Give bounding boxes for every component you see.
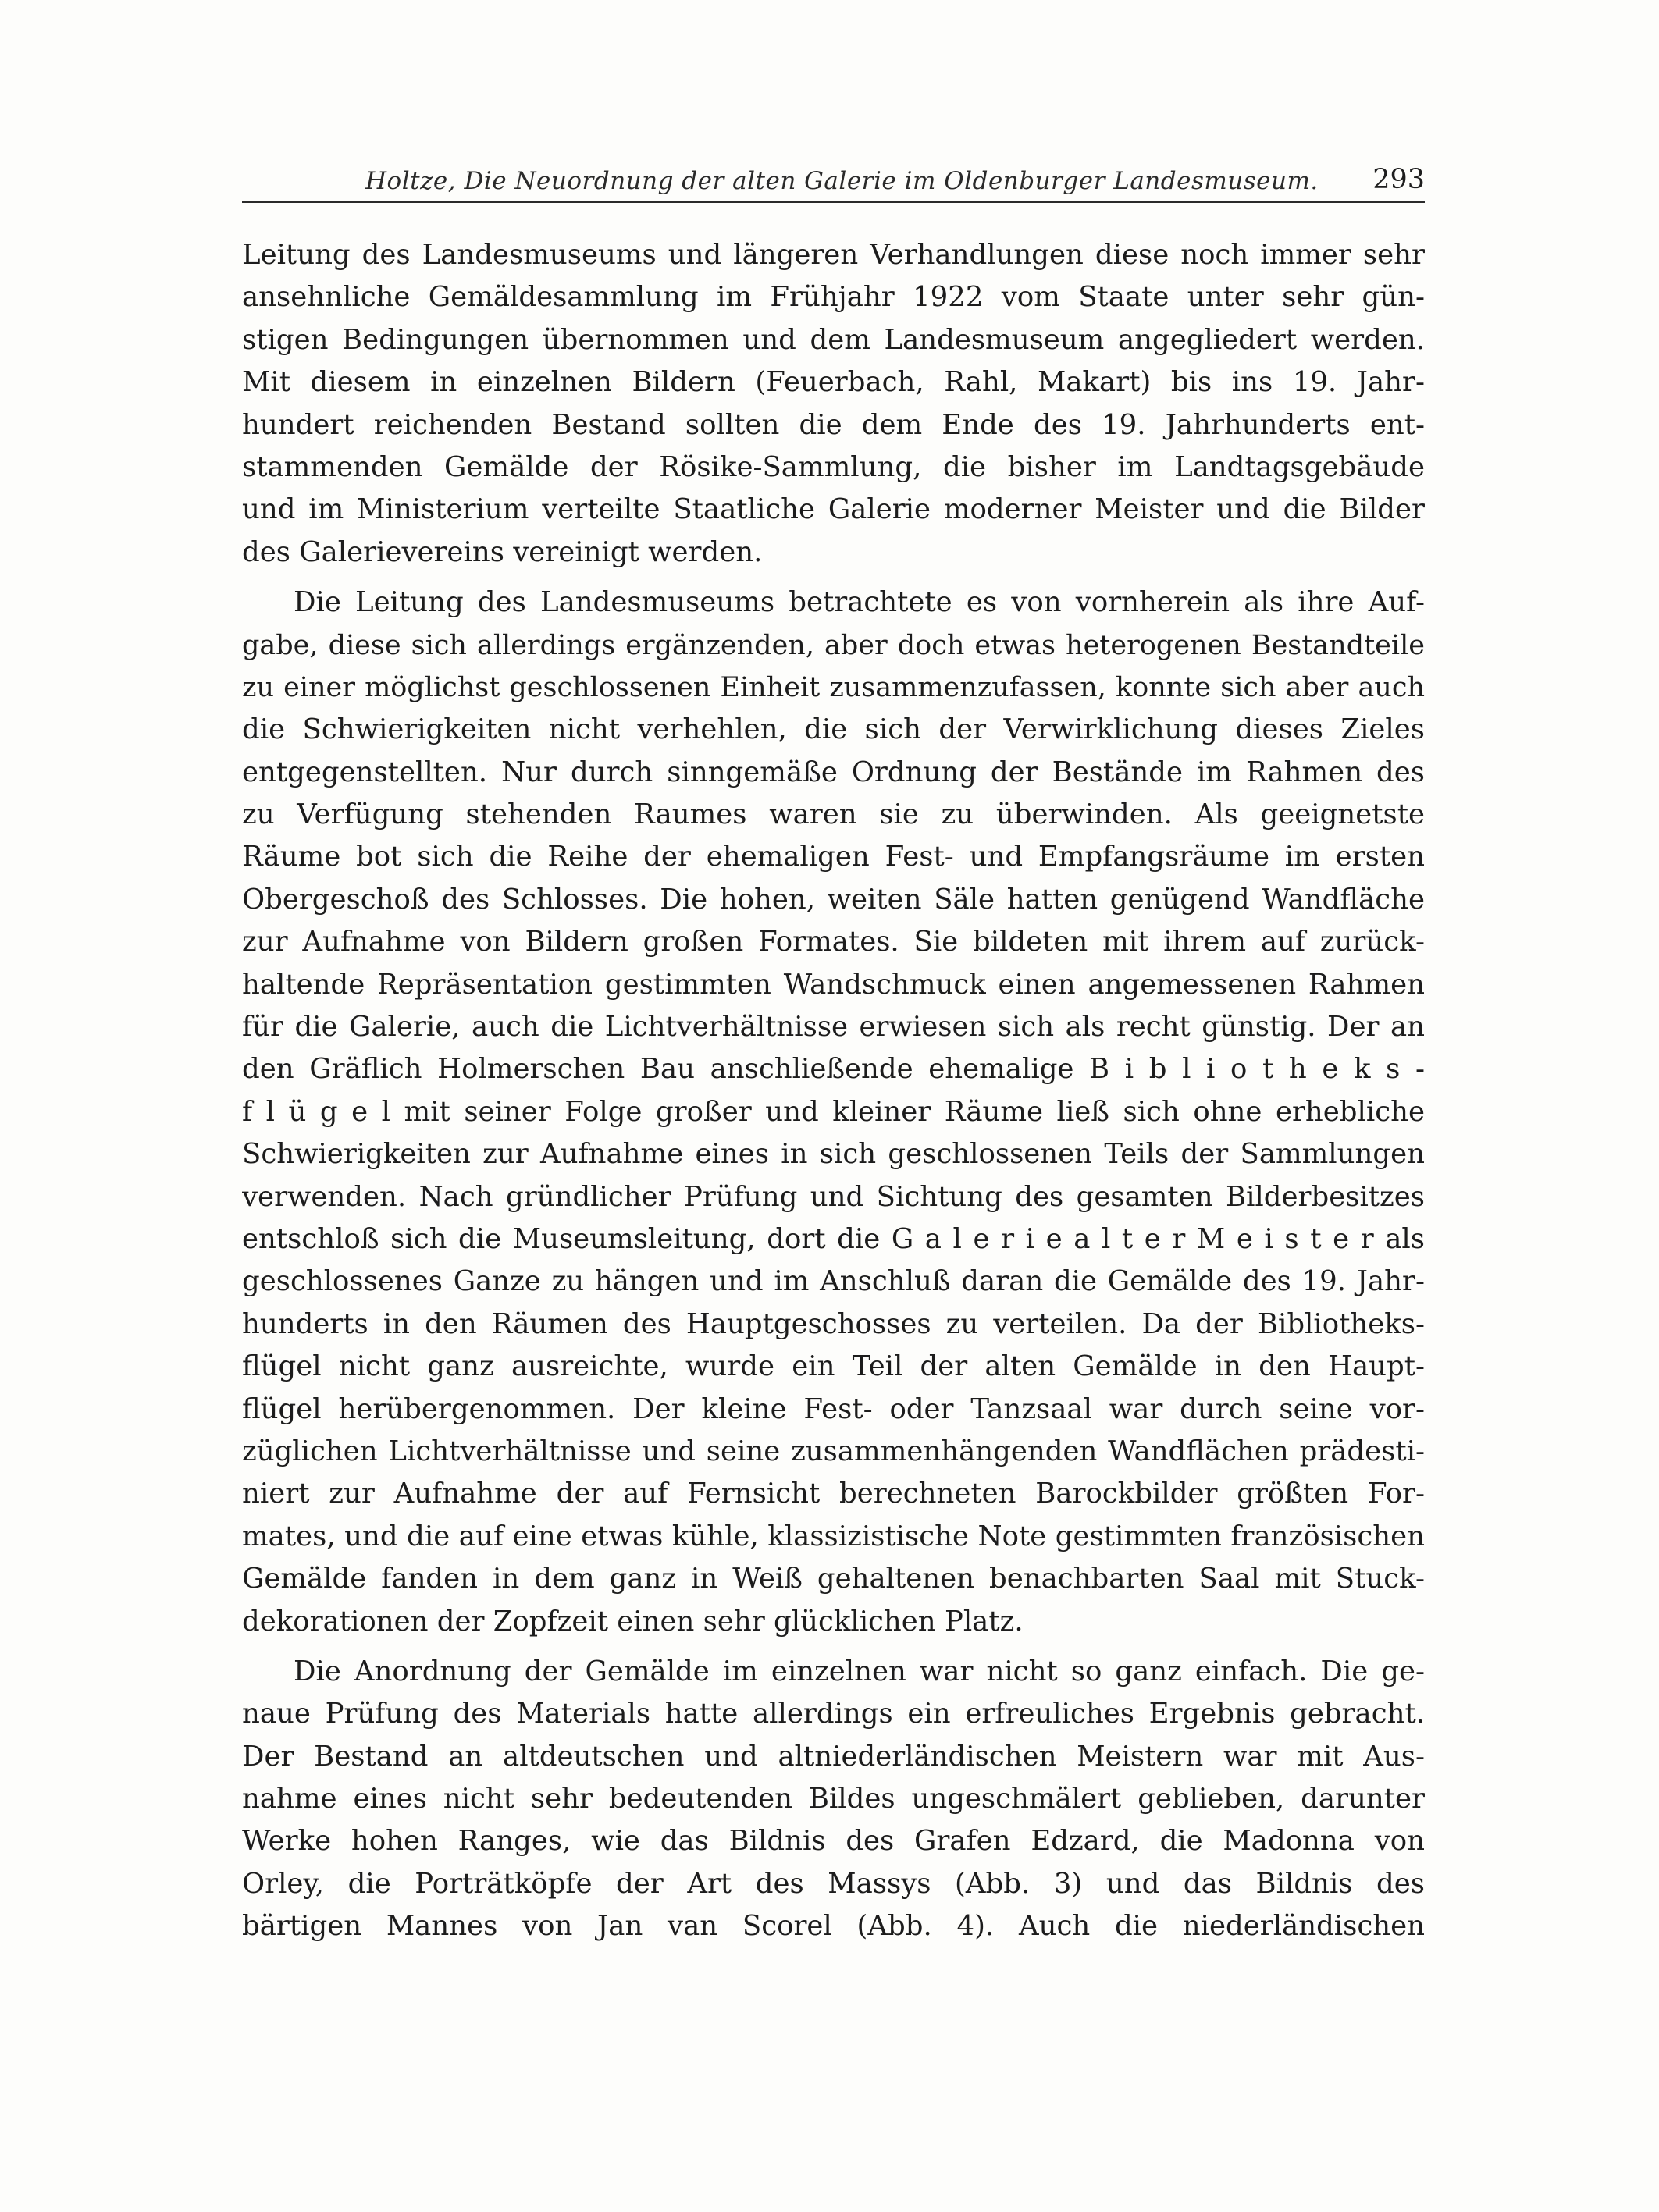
paragraph-3 <box>242 1651 1425 1948</box>
text-line: naue Prüfung des Materials hatte allerdings ein erfreuliches Ergebnis gebracht. <box>242 1698 1425 1730</box>
text-line: stammenden Gemälde der Rösike-Sammlung, die bisher im Landtagsgebäude <box>242 450 1425 483</box>
text-line: zur Aufnahme von Bildern großen Formates. Sie bildeten mit ihrem auf zurück- <box>242 926 1425 958</box>
text-line: und im Ministerium verteilte Staatliche Galerie moderner Meister und die Bilder <box>242 493 1425 526</box>
text-line: Leitung des Landesmuseums und längeren Verhandlungen diese noch immer sehr <box>242 239 1425 271</box>
text-line: verwenden. Nach gründlicher Prüfung und Sichtung des gesamten Bilderbesitzes <box>242 1180 1425 1213</box>
text-line: züglichen Lichtverhältnisse und seine zusammenhängenden Wandflächen prädesti- <box>242 1435 1425 1467</box>
text-line: ansehnliche Gemäldesammlung im Frühjahr 1922 vom Staate unter sehr gün- <box>242 281 1425 314</box>
text-line: stigen Bedingungen übernommen und dem Landesmuseum angegliedert werden. <box>242 323 1425 356</box>
text-line: des Galerievereins vereinigt werden. <box>242 535 763 568</box>
text-line: gabe, diese sich allerdings ergänzenden, aber doch etwas heterogenen Bestandteile <box>242 629 1425 661</box>
text-line: bärtigen Mannes von Jan van Scorel (Abb. 4). Auch die niederländischen <box>242 1910 1425 1943</box>
text-line: hundert reichenden Bestand sollten die dem Ende des 19. Jahrhunderts ent- <box>242 408 1425 441</box>
text-line: Orley, die Porträtköpfe der Art des Massys (Abb. 3) und das Bildnis des <box>242 1867 1425 1900</box>
body-text <box>242 234 1425 1948</box>
paragraph-1 <box>242 234 1425 574</box>
text-line: Schwierigkeiten zur Aufnahme eines in sich geschlossenen Teils der Sammlungen <box>242 1138 1425 1171</box>
text-line: Die Anordnung der Gemälde im einzelnen war nicht so ganz einfach. Die ge- <box>294 1655 1425 1687</box>
text-line: f l ü g e l mit seiner Folge großer und kleiner Räume ließ sich ohne erhebliche <box>242 1095 1425 1128</box>
text-line: Der Bestand an altdeutschen und altniederländischen Meistern war mit Aus- <box>242 1740 1425 1773</box>
text-line: entgegenstellten. Nur durch sinngemäße Ordnung der Bestände im Rahmen des <box>242 756 1425 788</box>
page-number: 293 <box>1372 164 1425 195</box>
text-line: zu Verfügung stehenden Raumes waren sie zu überwinden. Als geeignetste <box>242 798 1425 831</box>
text-line: nahme eines nicht sehr bedeutenden Bildes ungeschmälert geblieben, darunter <box>242 1783 1425 1815</box>
paragraph-2 <box>242 581 1425 1643</box>
text-line: zu einer möglichst geschlossenen Einheit zusammenzufassen, konnte sich aber auch <box>242 671 1425 703</box>
text-line: hunderts in den Räumen des Hauptgeschosses zu verteilen. Da der Bibliotheks- <box>242 1307 1425 1340</box>
text-line: flügel nicht ganz ausreichte, wurde ein Teil der alten Gemälde in den Haupt- <box>242 1350 1425 1383</box>
text-line: für die Galerie, auch die Lichtverhältnisse erwiesen sich als recht günstig. Der an <box>242 1011 1425 1044</box>
text-line: geschlossenes Ganze zu hängen und im Anschluß daran die Gemälde des 19. Jahr- <box>242 1265 1425 1298</box>
text-line: mates, und die auf eine etwas kühle, klassizistische Note gestimmten französischen <box>242 1520 1425 1552</box>
text-line: den Gräflich Holmerschen Bau anschließende ehemalige B i b l i o t h e k s - <box>242 1053 1425 1086</box>
text-line: Mit diesem in einzelnen Bildern (Feuerbach, Rahl, Makart) bis ins 19. Jahr- <box>242 366 1425 399</box>
text-line: Räume bot sich die Reihe der ehemaligen Fest- und Empfangsräume im ersten <box>242 841 1425 873</box>
text-line: Die Leitung des Landesmuseums betrachtete es von vornherein als ihre Auf- <box>294 586 1425 619</box>
text-line: die Schwierigkeiten nicht verhehlen, die sich der Verwirklichung dieses Zieles <box>242 713 1425 746</box>
text-line: haltende Repräsentation gestimmten Wandschmuck einen angemessenen Rahmen <box>242 968 1425 1001</box>
text-line: entschloß sich die Museumsleitung, dort die G a l e r i e a l t e r M e i s t e r als <box>242 1222 1425 1255</box>
running-title: Holtze, Die Neuordnung der alten Galerie im Oldenburger Landesmuseum. <box>365 167 1319 195</box>
text-line: flügel herübergenommen. Der kleine Fest- oder Tanzsaal war durch seine vor- <box>242 1392 1425 1425</box>
text-line: dekorationen der Zopfzeit einen sehr glücklichen Platz. <box>242 1605 1024 1638</box>
text-line: Obergeschoß des Schlosses. Die hohen, weiten Säle hatten genügend Wandfläche <box>242 883 1425 916</box>
text-line: Werke hohen Ranges, wie das Bildnis des Grafen Edzard, die Madonna von <box>242 1825 1425 1858</box>
running-head <box>242 155 1425 203</box>
text-line: Gemälde fanden in dem ganz in Weiß gehaltenen benachbarten Saal mit Stuck- <box>242 1563 1425 1595</box>
text-line: niert zur Aufnahme der auf Fernsicht berechneten Barockbilder größten For- <box>242 1478 1425 1510</box>
